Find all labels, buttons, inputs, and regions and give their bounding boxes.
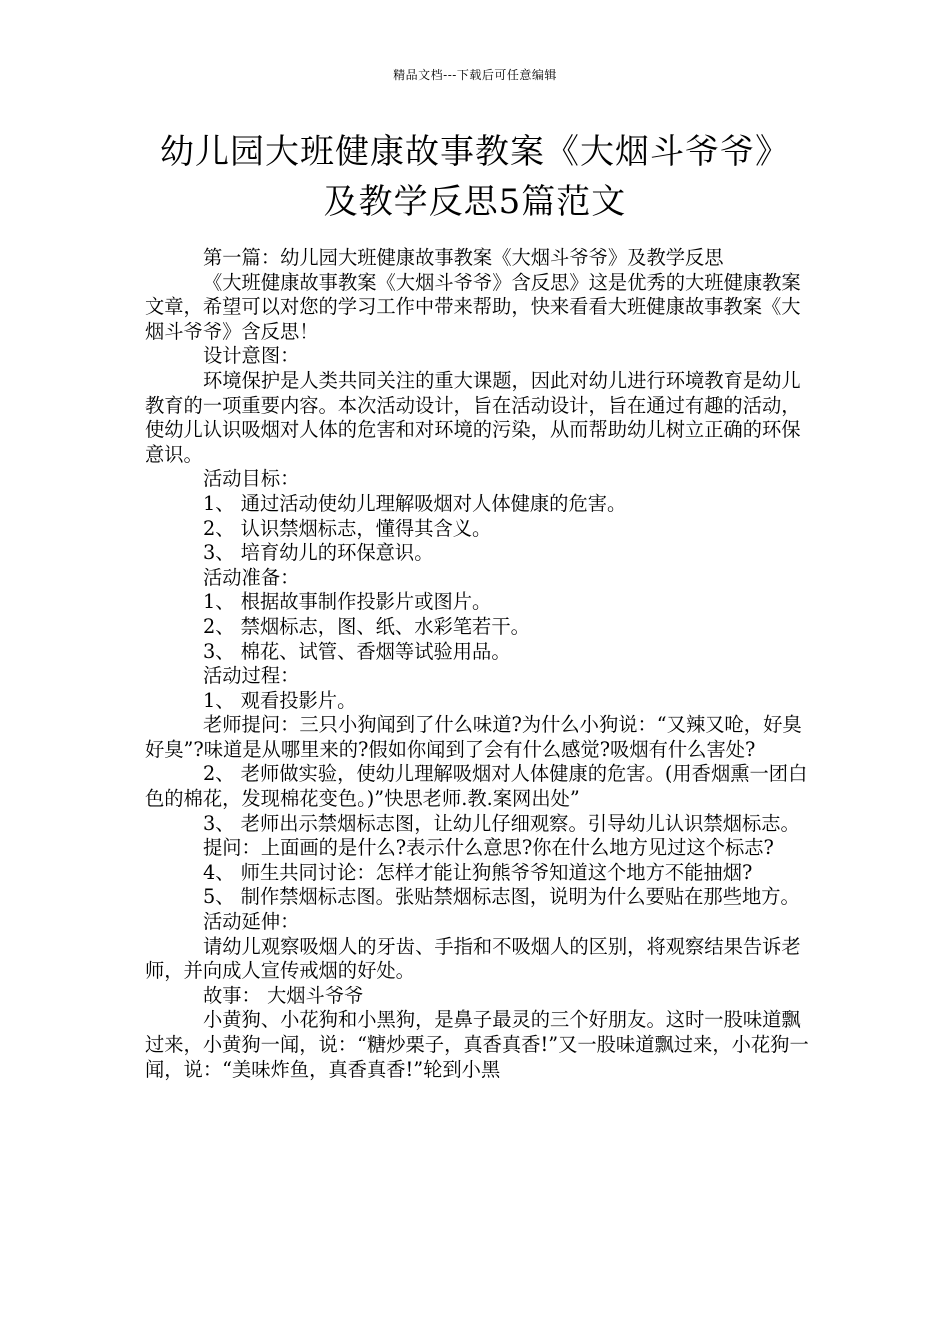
paragraph: 1、 根据故事制作投影片或图片。	[203, 590, 492, 614]
page-header: 精品文档---下载后可任意编辑	[393, 68, 557, 82]
paragraph: 设计意图：	[203, 344, 300, 368]
paragraph: 第一篇：幼儿园大班健康故事教案《大烟斗爷爷》及教学反思	[203, 246, 724, 269]
paragraph: 活动延伸：	[203, 910, 300, 934]
paragraph: 5、 制作禁烟标志图。张贴禁烟标志图，说明为什么要贴在那些地方。	[203, 885, 800, 909]
paragraph: 小黄狗、小花狗和小黑狗，是鼻子最灵的三个好朋友。这时一股味道飘过来，小黄狗一闻，说：“糖炒栗子，真香真香!”又一股味道飘过来，小花狗一闻，说：“美味炸鱼，真香真香!”轮到小黑	[145, 1008, 809, 1081]
paragraph: 2、 老师做实验，使幼儿理解吸烟对人体健康的危害。(用香烟熏一团白色的棉花，发现棉花变色。)”快思老师.教.案网出处”	[145, 762, 808, 811]
document-title-line-1: 幼儿园大班健康故事教案《大烟斗爷爷》	[160, 132, 790, 172]
paragraph: 提问：上面画的是什么?表示什么意思?你在什么地方见过这个标志?	[203, 836, 774, 860]
paragraph: 活动准备：	[203, 565, 300, 589]
paragraph: 环境保护是人类共同关注的重大课题，因此对幼儿进行环境教育是幼儿教育的一项重要内容。本次活动设计，旨在活动设计，旨在通过有趣的活动，使幼儿认识吸烟对人体的危害和对环境的污染，从而帮助幼儿树立正确的环保意识。	[145, 368, 801, 466]
paragraph: 3、 老师出示禁烟标志图，让幼儿仔细观察。引导幼儿认识禁烟标志。	[203, 811, 800, 835]
paragraph: 故事： 大烟斗爷爷	[203, 983, 364, 1007]
paragraph: 请幼儿观察吸烟人的牙齿、手指和不吸烟人的区别，将观察结果告诉老师，并向成人宣传戒烟的好处。	[145, 934, 801, 983]
paragraph: 2、 禁烟标志，图、纸、水彩笔若干。	[203, 614, 530, 638]
paragraph: 活动过程：	[203, 664, 300, 688]
paragraph: 活动目标：	[203, 467, 300, 491]
paragraph: 2、 认识禁烟标志，懂得其含义。	[203, 516, 492, 540]
document-body	[145, 246, 810, 1082]
paragraph: 3、 棉花、试管、香烟等试验用品。	[203, 639, 511, 663]
paragraph: 老师提问：三只小狗闻到了什么味道?为什么小狗说：“又辣又呛，好臭好臭”?味道是从哪里来的?假如你闻到了会有什么感觉?吸烟有什么害处?	[145, 713, 802, 761]
paragraph: 《大班健康故事教案《大烟斗爷爷》含反思》这是优秀的大班健康教案文章，希望可以对您的学习工作中带来帮助，快来看看大班健康故事教案《大烟斗爷爷》含反思！	[145, 270, 801, 343]
paragraph: 1、 观看投影片。	[203, 688, 357, 712]
paragraph: 3、 培育幼儿的环保意识。	[203, 541, 434, 565]
document-title-line-2: 及教学反思5篇范文	[323, 182, 627, 222]
paragraph: 4、 师生共同讨论：怎样才能让狗熊爷爷知道这个地方不能抽烟?	[203, 860, 753, 884]
paragraph: 1、 通过活动使幼儿理解吸烟对人体健康的危害。	[203, 491, 627, 515]
